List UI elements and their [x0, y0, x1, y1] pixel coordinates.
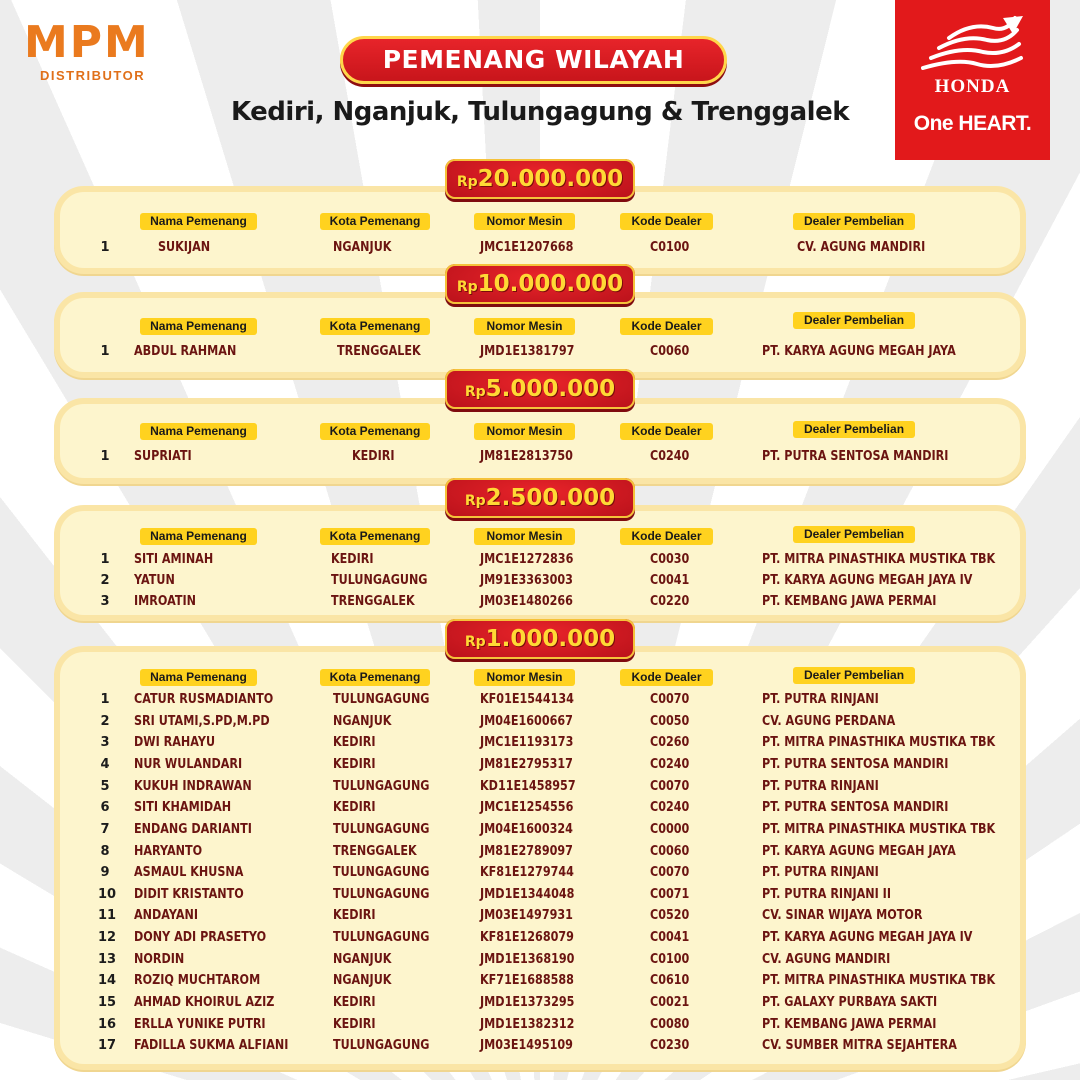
dealer-name: PT. KARYA AGUNG MEGAH JAYA: [762, 844, 956, 859]
dealer-name: PT. PUTRA RINJANI: [762, 692, 879, 707]
dealer-code: C0000: [650, 822, 690, 837]
winner-city: KEDIRI: [333, 735, 376, 750]
mpm-logo-mark: MPM: [24, 17, 150, 68]
row-number: 14: [98, 973, 117, 988]
dealer-code: C0100: [650, 952, 690, 967]
col-header-engine: Nomor Mesin: [474, 528, 575, 545]
winner-name: DONY ADI PRASETYO: [134, 930, 267, 945]
honda-tagline: One HEART.: [913, 112, 1032, 135]
row-number: 11: [98, 908, 117, 923]
dealer-code: C0230: [650, 1038, 690, 1053]
prize-badge: [445, 159, 635, 199]
winner-name: IMROATIN: [134, 594, 197, 609]
dealer-name: PT. PUTRA RINJANI: [762, 779, 879, 794]
engine-number: JM03E1495109: [480, 1038, 573, 1053]
col-header-dealer: Dealer Pembelian: [793, 526, 915, 543]
engine-number: JMD1E1373295: [480, 995, 575, 1010]
dealer-name: PT. PUTRA RINJANI II: [762, 887, 891, 902]
row-number: 5: [100, 779, 110, 794]
winner-city: TULUNGAGUNG: [333, 865, 430, 880]
winner-name: SUKIJAN: [158, 240, 211, 255]
row-number: 3: [100, 594, 110, 609]
winner-name: ABDUL RAHMAN: [134, 344, 237, 359]
winner-name: SRI UTAMI,S.PD,M.PD: [134, 714, 270, 729]
prize-panel-2: [54, 292, 1026, 378]
prize-amount: 5.000.000: [485, 376, 616, 402]
honda-logo: [895, 0, 1050, 160]
table-row: [0, 735, 1080, 756]
engine-number: JMD1E1368190: [480, 952, 575, 967]
col-header-engine: Nomor Mesin: [474, 669, 575, 686]
table-row: [0, 714, 1080, 735]
winner-name: DIDIT KRISTANTO: [134, 887, 244, 902]
dealer-code: C0610: [650, 973, 690, 988]
dealer-name: PT. KARYA AGUNG MEGAH JAYA IV: [762, 930, 973, 945]
dealer-code: C0070: [650, 865, 690, 880]
engine-number: KD11E1458957: [480, 779, 576, 794]
dealer-code: C0080: [650, 1017, 690, 1032]
winner-city: TULUNGAGUNG: [333, 779, 430, 794]
table-row: [0, 800, 1080, 821]
col-header-city: Kota Pemenang: [320, 423, 430, 440]
winner-city: NGANJUK: [333, 952, 392, 967]
table-row: [0, 594, 1080, 615]
dealer-code: C0070: [650, 692, 690, 707]
table-row: [0, 973, 1080, 994]
winner-name: NUR WULANDARI: [134, 757, 243, 772]
engine-number: KF01E1544134: [480, 692, 574, 707]
prize-amount: 1.000.000: [485, 626, 616, 652]
winner-city: TULUNGAGUNG: [333, 887, 430, 902]
row-number: 1: [100, 344, 110, 359]
winner-city: NGANJUK: [333, 240, 392, 255]
prize-amount: 2.500.000: [485, 485, 616, 511]
col-header-engine: Nomor Mesin: [474, 423, 575, 440]
prize-currency: Rp: [464, 384, 486, 400]
prize-panel-3: [54, 398, 1026, 484]
winner-name: SITI AMINAH: [134, 552, 214, 567]
col-header-name: Nama Pemenang: [140, 528, 257, 545]
table-row: [0, 779, 1080, 800]
winner-name: FADILLA SUKMA ALFIANI: [134, 1038, 289, 1053]
winner-city: KEDIRI: [333, 908, 376, 923]
col-header-code: Kode Dealer: [620, 213, 713, 230]
col-header-dealer: Dealer Pembelian: [793, 421, 915, 438]
engine-number: JM81E2813750: [480, 449, 573, 464]
mpm-distributor-logo: [24, 17, 164, 83]
engine-number: JMD1E1344048: [480, 887, 575, 902]
winner-city: KEDIRI: [333, 757, 376, 772]
table-row: [0, 449, 1080, 470]
engine-number: JM03E1497931: [480, 908, 573, 923]
engine-number: JM91E3363003: [480, 573, 573, 588]
winner-city: TRENGGALEK: [337, 344, 421, 359]
dealer-name: PT. KEMBANG JAWA PERMAI: [762, 1017, 937, 1032]
row-number: 9: [100, 865, 110, 880]
row-number: 12: [98, 930, 117, 945]
row-number: 8: [100, 844, 110, 859]
winner-name: AHMAD KHOIRUL AZIZ: [134, 995, 275, 1010]
engine-number: JM04E1600667: [480, 714, 573, 729]
col-header-city: Kota Pemenang: [320, 213, 430, 230]
dealer-name: PT. GALAXY PURBAYA SAKTI: [762, 995, 938, 1010]
winner-name: YATUN: [134, 573, 175, 588]
row-number: 6: [100, 800, 110, 815]
winner-city: TULUNGAGUNG: [333, 930, 430, 945]
row-number: 17: [98, 1038, 117, 1053]
engine-number: JMC1E1193173: [480, 735, 574, 750]
row-number: 3: [100, 735, 110, 750]
winner-name: KUKUH INDRAWAN: [134, 779, 252, 794]
row-number: 1: [100, 692, 110, 707]
winner-city: NGANJUK: [333, 973, 392, 988]
dealer-name: CV. SUMBER MITRA SEJAHTERA: [762, 1038, 957, 1053]
dealer-name: PT. PUTRA SENTOSA MANDIRI: [762, 800, 949, 815]
col-header-city: Kota Pemenang: [320, 528, 430, 545]
winner-name: ANDAYANI: [134, 908, 199, 923]
table-row: [0, 1038, 1080, 1059]
dealer-name: PT. KARYA AGUNG MEGAH JAYA IV: [762, 573, 973, 588]
dealer-code: C0520: [650, 908, 690, 923]
table-row: [0, 692, 1080, 713]
prize-amount: 20.000.000: [477, 166, 624, 192]
col-header-code: Kode Dealer: [620, 669, 713, 686]
engine-number: JMC1E1272836: [480, 552, 574, 567]
col-header-name: Nama Pemenang: [140, 669, 257, 686]
winner-name: CATUR RUSMADIANTO: [134, 692, 274, 707]
dealer-name: PT. MITRA PINASTHIKA MUSTIKA TBK: [762, 822, 996, 837]
table-row: [0, 908, 1080, 929]
col-header-name: Nama Pemenang: [140, 423, 257, 440]
prize-badge: [445, 369, 635, 409]
winner-city: KEDIRI: [333, 800, 376, 815]
dealer-code: C0220: [650, 594, 690, 609]
winner-name: ENDANG DARIANTI: [134, 822, 252, 837]
winner-city: TULUNGAGUNG: [331, 573, 428, 588]
dealer-name: PT. MITRA PINASTHIKA MUSTIKA TBK: [762, 973, 996, 988]
col-header-dealer: Dealer Pembelian: [793, 213, 915, 230]
dealer-code: C0240: [650, 757, 690, 772]
winner-name: HARYANTO: [134, 844, 203, 859]
row-number: 1: [100, 449, 110, 464]
engine-number: KF81E1268079: [480, 930, 574, 945]
dealer-name: CV. AGUNG MANDIRI: [797, 240, 926, 255]
col-header-name: Nama Pemenang: [140, 213, 257, 230]
prize-badge: [445, 619, 635, 659]
engine-number: JMC1E1254556: [480, 800, 574, 815]
dealer-code: C0100: [650, 240, 690, 255]
table-row: [0, 995, 1080, 1016]
dealer-code: C0030: [650, 552, 690, 567]
engine-number: JMC1E1207668: [480, 240, 574, 255]
page-title: PEMENANG WILAYAH: [340, 36, 727, 84]
col-header-code: Kode Dealer: [620, 528, 713, 545]
col-header-engine: Nomor Mesin: [474, 213, 575, 230]
table-row: [0, 844, 1080, 865]
dealer-code: C0071: [650, 887, 690, 902]
col-header-city: Kota Pemenang: [320, 669, 430, 686]
winner-name: ASMAUL KHUSNA: [134, 865, 244, 880]
dealer-code: C0060: [650, 844, 690, 859]
table-row: [0, 1017, 1080, 1038]
dealer-name: PT. PUTRA SENTOSA MANDIRI: [762, 449, 949, 464]
dealer-code: C0041: [650, 930, 690, 945]
winner-city: NGANJUK: [333, 714, 392, 729]
col-header-code: Kode Dealer: [620, 318, 713, 335]
dealer-code: C0021: [650, 995, 690, 1010]
engine-number: JMD1E1381797: [480, 344, 575, 359]
engine-number: JMD1E1382312: [480, 1017, 575, 1032]
winner-city: TULUNGAGUNG: [333, 692, 430, 707]
winner-city: KEDIRI: [333, 995, 376, 1010]
table-row: [0, 887, 1080, 908]
winner-name: SITI KHAMIDAH: [134, 800, 232, 815]
winner-name: ROZIQ MUCHTAROM: [134, 973, 261, 988]
table-row: [0, 344, 1080, 365]
dealer-name: PT. PUTRA RINJANI: [762, 865, 879, 880]
winner-city: TRENGGALEK: [333, 844, 417, 859]
row-number: 2: [100, 573, 110, 588]
region-subtitle: Kediri, Nganjuk, Tulungagung & Trenggalek: [230, 97, 850, 127]
engine-number: JM81E2789097: [480, 844, 573, 859]
col-header-city: Kota Pemenang: [320, 318, 430, 335]
row-number: 16: [98, 1017, 117, 1032]
engine-number: KF81E1279744: [480, 865, 574, 880]
winner-city: KEDIRI: [352, 449, 395, 464]
row-number: 2: [100, 714, 110, 729]
winner-city: TRENGGALEK: [331, 594, 415, 609]
winner-name: NORDIN: [134, 952, 185, 967]
dealer-name: PT. MITRA PINASTHIKA MUSTIKA TBK: [762, 552, 996, 567]
prize-badge: [445, 264, 635, 304]
prize-badge: [445, 478, 635, 518]
row-number: 15: [98, 995, 117, 1010]
dealer-code: C0041: [650, 573, 690, 588]
dealer-name: PT. KARYA AGUNG MEGAH JAYA: [762, 344, 956, 359]
dealer-name: PT. KEMBANG JAWA PERMAI: [762, 594, 937, 609]
table-row: [0, 822, 1080, 843]
table-row: [0, 930, 1080, 951]
winner-city: TULUNGAGUNG: [333, 822, 430, 837]
prize-currency: Rp: [464, 634, 486, 650]
table-row: [0, 552, 1080, 573]
honda-wing-icon: [917, 14, 1029, 76]
row-number: 13: [98, 952, 117, 967]
dealer-name: PT. PUTRA SENTOSA MANDIRI: [762, 757, 949, 772]
engine-number: JM03E1480266: [480, 594, 573, 609]
dealer-name: PT. MITRA PINASTHIKA MUSTIKA TBK: [762, 735, 996, 750]
row-number: 4: [100, 757, 110, 772]
winner-city: TULUNGAGUNG: [333, 1038, 430, 1053]
table-row: [0, 573, 1080, 594]
winner-city: KEDIRI: [331, 552, 374, 567]
honda-wordmark: HONDA: [934, 76, 1011, 97]
engine-number: KF71E1688588: [480, 973, 574, 988]
row-number: 1: [100, 240, 110, 255]
dealer-code: C0260: [650, 735, 690, 750]
col-header-dealer: Dealer Pembelian: [793, 312, 915, 329]
prize-currency: Rp: [456, 174, 478, 190]
prize-amount: 10.000.000: [477, 271, 624, 297]
table-row: [0, 240, 1080, 261]
row-number: 1: [100, 552, 110, 567]
winner-city: KEDIRI: [333, 1017, 376, 1032]
table-row: [0, 952, 1080, 973]
dealer-code: C0050: [650, 714, 690, 729]
dealer-code: C0060: [650, 344, 690, 359]
col-header-code: Kode Dealer: [620, 423, 713, 440]
col-header-engine: Nomor Mesin: [474, 318, 575, 335]
col-header-dealer: Dealer Pembelian: [793, 667, 915, 684]
table-row: [0, 757, 1080, 778]
dealer-code: C0240: [650, 449, 690, 464]
engine-number: JM81E2795317: [480, 757, 573, 772]
winner-name: DWI RAHAYU: [134, 735, 216, 750]
mpm-logo-subtext: DISTRIBUTOR: [40, 68, 146, 83]
row-number: 10: [98, 887, 117, 902]
dealer-code: C0240: [650, 800, 690, 815]
prize-currency: Rp: [456, 279, 478, 295]
dealer-name: CV. AGUNG PERDANA: [762, 714, 896, 729]
table-row: [0, 865, 1080, 886]
dealer-name: CV. SINAR WIJAYA MOTOR: [762, 908, 923, 923]
winner-name: SUPRIATI: [134, 449, 192, 464]
col-header-name: Nama Pemenang: [140, 318, 257, 335]
engine-number: JM04E1600324: [480, 822, 573, 837]
prize-currency: Rp: [464, 493, 486, 509]
dealer-code: C0070: [650, 779, 690, 794]
row-number: 7: [100, 822, 110, 837]
dealer-name: CV. AGUNG MANDIRI: [762, 952, 891, 967]
winner-name: ERLLA YUNIKE PUTRI: [134, 1017, 266, 1032]
